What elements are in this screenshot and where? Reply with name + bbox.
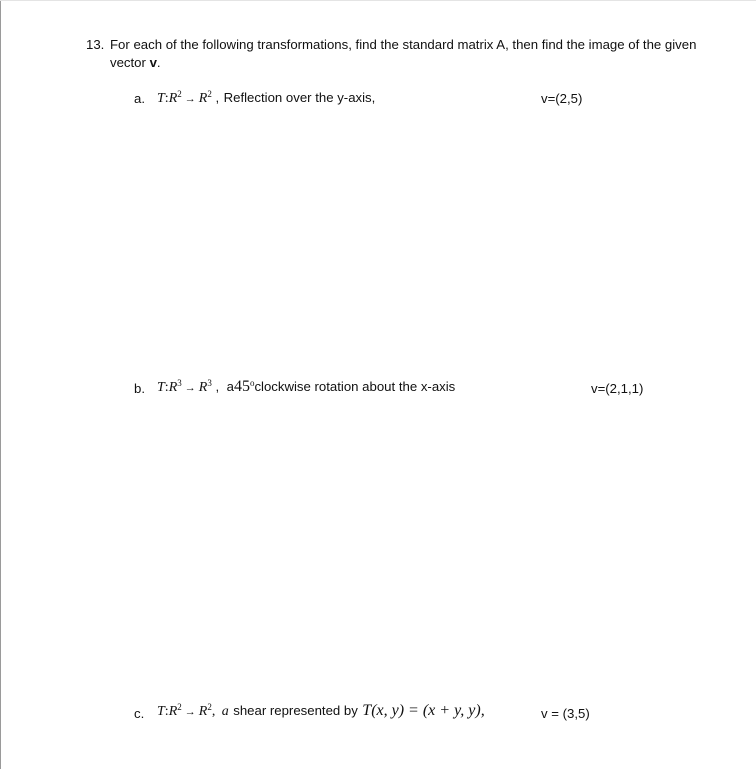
maps-to-arrow: → [184, 93, 196, 105]
problem-intro-line1: For each of the following transformations, find the standard matrix A, then find the image of the given [110, 37, 697, 52]
part-a-map: $T:R^2 \to R^2$ [157, 89, 212, 106]
degree-symbol: o [249, 378, 255, 388]
intro-line2-prefix: vector [110, 55, 150, 70]
part-c-article: a [221, 704, 229, 719]
part-b-description: clockwise rotation about the x-axis [254, 379, 456, 394]
part-a-label: a. [134, 91, 145, 106]
part-c-statement [157, 702, 485, 720]
intro-vector-symbol: v [149, 55, 157, 70]
intro-line2-suffix: . [156, 55, 161, 70]
part-c-description: shear represented by [233, 703, 358, 718]
page-top-edge [0, 0, 756, 1]
part-b-label: b. [134, 381, 145, 396]
problem-number: 13. [86, 37, 105, 52]
problem-intro-line2 [110, 55, 161, 70]
part-c-map: $T:R^2 \to R^2$, [157, 702, 216, 719]
part-c-formula: T(x, y) = (x + y, y), [362, 702, 485, 719]
part-b-statement [157, 378, 455, 396]
part-a-sep: , [211, 90, 220, 105]
part-c-label: c. [134, 706, 145, 721]
maps-to-arrow: → [184, 706, 196, 718]
page-left-edge [0, 0, 1, 769]
maps-to-arrow: → [184, 382, 196, 394]
part-b-angle: 45 [233, 378, 250, 395]
part-c-vector: v = (3,5) [541, 706, 590, 721]
part-a-description: Reflection over the y-axis, [223, 90, 376, 105]
part-b-article: a [226, 379, 234, 394]
part-b-sep: , [211, 379, 220, 394]
part-b-vector: v=(2,1,1) [591, 381, 644, 396]
part-b-map: $T:R^3 \to R^3$ [157, 378, 212, 395]
part-a-statement [157, 89, 375, 107]
part-a-vector: v=(2,5) [541, 91, 583, 106]
